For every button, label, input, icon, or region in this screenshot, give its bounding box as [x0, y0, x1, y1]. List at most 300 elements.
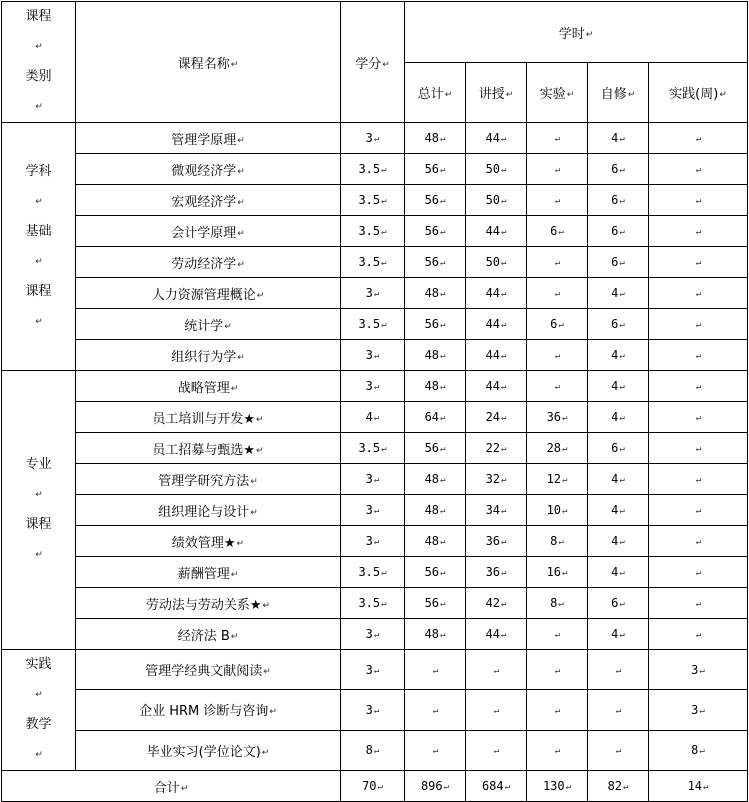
practice-weeks-cell — [649, 433, 748, 464]
paragraph-mark: ↵ — [440, 537, 446, 547]
course-name-cell — [76, 588, 341, 619]
course-name-cell — [76, 371, 341, 402]
paragraph-mark: ↵ — [237, 135, 245, 146]
lecture-hours-cell — [466, 690, 527, 730]
practice-weeks-cell — [649, 402, 748, 433]
lecture-hours-value: 24 — [485, 410, 501, 424]
total-hours-value: 48 — [424, 534, 440, 548]
paragraph-mark: ↵ — [558, 227, 564, 237]
lab-hours-value: 16 — [546, 565, 562, 579]
lab-hours-cell — [527, 730, 588, 770]
lecture-hours-cell — [466, 340, 527, 371]
lab-hours-cell — [527, 402, 588, 433]
paragraph-mark: ↵ — [566, 90, 575, 101]
practice-weeks-cell — [649, 154, 748, 185]
paragraph-mark: ↵ — [558, 537, 564, 547]
paragraph-mark: ↵ — [554, 351, 561, 361]
totals-label: 合计 — [153, 780, 180, 796]
credit-value: 3 — [365, 131, 373, 145]
lecture-hours-value: 50 — [485, 162, 501, 176]
paragraph-mark: ↵ — [269, 707, 277, 718]
course-name: 经济法 B — [177, 628, 230, 644]
credit-value: 8 — [365, 743, 373, 758]
lab-hours-cell — [527, 650, 588, 690]
paragraph-mark: ↵ — [695, 382, 702, 392]
total-hours-cell — [405, 123, 466, 154]
paragraph-mark: ↵ — [440, 196, 446, 206]
paragraph-mark: ↵ — [493, 705, 500, 716]
course-name: 管理学研究方法 — [158, 473, 250, 489]
paragraph-mark: ↵ — [373, 537, 380, 547]
credit-value: 3 — [365, 662, 373, 677]
lab-hours-cell — [527, 619, 588, 650]
self-study-value: 6 — [611, 193, 619, 207]
total-hours-cell — [405, 464, 466, 495]
header-practice — [649, 63, 748, 123]
total-hours-value: 48 — [424, 627, 440, 641]
course-name-cell — [76, 123, 341, 154]
total-hours-cell — [405, 278, 466, 309]
lecture-hours-cell — [466, 619, 527, 650]
total-hours-value: 56 — [424, 193, 440, 207]
total-hours-value: 56 — [424, 255, 440, 269]
lecture-hours-cell — [466, 247, 527, 278]
paragraph-mark: ↵ — [554, 382, 561, 392]
self-study-value: 4 — [611, 472, 619, 486]
course-name-cell — [76, 216, 341, 247]
category-label: 专业 — [25, 457, 52, 472]
paragraph-mark: ↵ — [35, 256, 43, 267]
paragraph-mark: ↵ — [230, 631, 239, 642]
practice-weeks-cell — [649, 495, 748, 526]
paragraph-mark: ↵ — [501, 134, 507, 144]
lecture-hours-cell — [466, 495, 527, 526]
self-study-cell — [588, 433, 649, 464]
header-lab-text: 实验 — [539, 87, 566, 103]
paragraph-mark: ↵ — [35, 316, 43, 327]
paragraph-mark: ↵ — [703, 782, 709, 792]
lecture-hours-value: 44 — [485, 131, 501, 145]
self-study-value: 4 — [611, 627, 619, 641]
self-study-cell — [588, 402, 649, 433]
lecture-hours-value: 44 — [485, 348, 501, 362]
header-category-line2: 类别 — [25, 69, 52, 84]
table-row — [2, 730, 748, 770]
self-study-cell — [588, 495, 649, 526]
paragraph-mark: ↵ — [695, 568, 702, 578]
category-cell — [2, 123, 76, 371]
self-study-value: 4 — [611, 131, 619, 145]
totals-practice-weeks-value: 14 — [687, 779, 703, 793]
practice-weeks-cell — [649, 730, 748, 770]
credit-value: 3.5 — [358, 255, 381, 269]
paragraph-mark: ↵ — [695, 258, 702, 268]
totals-credit-cell — [341, 771, 405, 802]
header-lecture — [466, 63, 527, 123]
paragraph-mark: ↵ — [35, 550, 43, 560]
self-study-cell — [588, 123, 649, 154]
category-label: 基础 — [25, 223, 52, 239]
lecture-hours-value: 50 — [485, 193, 501, 207]
paragraph-mark: ↵ — [440, 413, 446, 423]
paragraph-mark: ↵ — [562, 506, 568, 516]
credit-cell — [341, 340, 405, 371]
paragraph-mark: ↵ — [558, 320, 564, 330]
paragraph-mark: ↵ — [237, 166, 245, 177]
paragraph-mark: ↵ — [501, 413, 507, 423]
total-hours-cell — [405, 154, 466, 185]
course-name: 管理学经典文献阅读 — [145, 664, 263, 680]
course-table — [1, 1, 748, 802]
paragraph-mark: ↵ — [554, 630, 561, 640]
lecture-hours-value: 44 — [485, 317, 501, 331]
header-category-line1: 课程 — [25, 9, 52, 24]
total-hours-cell — [405, 588, 466, 619]
total-hours-value: 48 — [424, 131, 440, 145]
lab-hours-cell — [527, 123, 588, 154]
practice-weeks-cell — [649, 123, 748, 154]
paragraph-mark: ↵ — [237, 228, 245, 239]
paragraph-mark: ↵ — [619, 382, 625, 392]
paragraph-mark: ↵ — [619, 196, 625, 206]
paragraph-mark: ↵ — [440, 289, 446, 299]
self-study-cell — [588, 730, 649, 770]
paragraph-mark: ↵ — [619, 351, 625, 361]
paragraph-mark: ↵ — [440, 351, 446, 361]
paragraph-mark: ↵ — [501, 568, 507, 578]
course-name: 组织行为学 — [171, 349, 237, 365]
lab-hours-cell — [527, 216, 588, 247]
header-total-text: 总计 — [417, 87, 444, 103]
total-hours-value: 56 — [424, 224, 440, 238]
total-hours-value: 56 — [424, 162, 440, 176]
paragraph-mark: ↵ — [562, 444, 568, 454]
paragraph-mark: ↵ — [373, 475, 380, 485]
paragraph-mark: ↵ — [562, 413, 568, 423]
practice-weeks-cell — [649, 371, 748, 402]
lecture-hours-cell — [466, 588, 527, 619]
paragraph-mark: ↵ — [619, 599, 625, 609]
course-name: 毕业实习(学位论文) — [146, 744, 261, 760]
self-study-cell — [588, 557, 649, 588]
self-study-value: 6 — [611, 317, 619, 331]
category-cell — [2, 650, 76, 771]
self-study-value: 4 — [611, 286, 619, 300]
paragraph-mark: ↵ — [373, 351, 380, 361]
course-name: 绩效管理★ — [171, 535, 236, 551]
total-hours-cell — [405, 185, 466, 216]
paragraph-mark: ↵ — [619, 630, 625, 640]
total-hours-value: 56 — [424, 317, 440, 331]
total-hours-cell — [405, 730, 466, 770]
category-cell — [2, 371, 76, 650]
paragraph-mark: ↵ — [619, 568, 625, 578]
credit-cell — [341, 247, 405, 278]
self-study-value: 4 — [611, 565, 619, 579]
paragraph-mark: ↵ — [263, 667, 271, 678]
lecture-hours-cell — [466, 650, 527, 690]
credit-cell — [341, 123, 405, 154]
lab-hours-value: 12 — [546, 472, 562, 486]
credit-value: 3.5 — [358, 317, 381, 331]
self-study-value: 4 — [611, 410, 619, 424]
paragraph-mark: ↵ — [699, 665, 705, 676]
total-hours-cell — [405, 526, 466, 557]
lecture-hours-cell — [466, 433, 527, 464]
table-row — [2, 495, 748, 526]
total-hours-value: 48 — [424, 503, 440, 517]
paragraph-mark: ↵ — [440, 475, 446, 485]
self-study-cell — [588, 185, 649, 216]
total-hours-cell — [405, 557, 466, 588]
paragraph-mark: ↵ — [619, 289, 625, 299]
credit-value: 3 — [365, 534, 373, 548]
paragraph-mark: ↵ — [695, 630, 702, 640]
paragraph-mark: ↵ — [554, 134, 561, 144]
total-hours-value: 56 — [424, 441, 440, 455]
lecture-hours-cell — [466, 123, 527, 154]
paragraph-mark: ↵ — [501, 630, 507, 640]
lab-hours-cell — [527, 278, 588, 309]
self-study-cell — [588, 619, 649, 650]
lab-hours-cell — [527, 185, 588, 216]
lecture-hours-cell — [466, 464, 527, 495]
paragraph-mark: ↵ — [236, 538, 245, 549]
paragraph-mark: ↵ — [554, 665, 561, 676]
paragraph-mark: ↵ — [719, 90, 727, 101]
header-self-study — [588, 63, 649, 123]
paragraph-mark: ↵ — [261, 747, 270, 758]
paragraph-mark: ↵ — [695, 227, 702, 237]
self-study-value: 6 — [611, 441, 619, 455]
course-name: 人力资源管理概论 — [151, 287, 256, 303]
practice-weeks-cell — [649, 185, 748, 216]
practice-weeks-cell — [649, 309, 748, 340]
table-row — [2, 216, 748, 247]
table-row — [2, 154, 748, 185]
practice-weeks-cell — [649, 690, 748, 730]
category-label: 实践 — [25, 657, 52, 672]
course-name-cell — [76, 526, 341, 557]
lecture-hours-cell — [466, 557, 527, 588]
table-row — [2, 278, 748, 309]
course-name-cell — [76, 340, 341, 371]
paragraph-mark: ↵ — [493, 665, 500, 676]
lab-hours-value: 36 — [546, 410, 562, 424]
table-header — [2, 2, 748, 123]
practice-weeks-cell — [649, 278, 748, 309]
paragraph-mark: ↵ — [627, 90, 636, 101]
paragraph-mark: ↵ — [373, 665, 380, 676]
paragraph-mark: ↵ — [373, 705, 380, 716]
paragraph-mark: ↵ — [373, 134, 380, 144]
total-hours-cell — [405, 402, 466, 433]
header-hours — [405, 2, 748, 63]
credit-value: 3.5 — [358, 162, 381, 176]
paragraph-mark: ↵ — [615, 746, 622, 757]
practice-weeks-cell — [649, 526, 748, 557]
practice-weeks-value: 3 — [691, 662, 699, 677]
paragraph-mark: ↵ — [619, 134, 625, 144]
course-name: 员工招募与甄选★ — [152, 442, 256, 458]
header-lab — [527, 63, 588, 123]
credit-value: 3.5 — [358, 596, 381, 610]
course-name-cell — [76, 154, 341, 185]
lecture-hours-value: 44 — [485, 224, 501, 238]
self-study-value: 4 — [611, 379, 619, 393]
table-row — [2, 340, 748, 371]
lab-hours-value: 8 — [550, 534, 558, 548]
paragraph-mark: ↵ — [554, 705, 561, 716]
paragraph-mark: ↵ — [440, 630, 446, 640]
category-label: 教学 — [25, 717, 52, 732]
paragraph-mark: ↵ — [373, 506, 380, 516]
header-lecture-text: 讲授 — [478, 87, 505, 103]
paragraph-mark: ↵ — [373, 382, 380, 392]
paragraph-mark: ↵ — [440, 134, 446, 144]
paragraph-mark: ↵ — [230, 569, 239, 580]
total-hours-cell — [405, 495, 466, 526]
credit-cell — [341, 690, 405, 730]
header-category — [2, 2, 76, 123]
paragraph-mark: ↵ — [432, 705, 439, 716]
self-study-cell — [588, 278, 649, 309]
paragraph-mark: ↵ — [615, 705, 622, 716]
lab-hours-cell — [527, 464, 588, 495]
paragraph-mark: ↵ — [501, 444, 507, 454]
total-hours-value: 48 — [424, 379, 440, 393]
lab-hours-value: 6 — [550, 317, 558, 331]
paragraph-mark: ↵ — [237, 352, 245, 363]
header-hours-text: 学时 — [558, 26, 585, 42]
self-study-value: 6 — [611, 255, 619, 269]
lab-hours-value: 6 — [550, 224, 558, 238]
totals-total-hours-cell — [405, 771, 466, 802]
course-name-cell — [76, 278, 341, 309]
paragraph-mark: ↵ — [501, 351, 507, 361]
paragraph-mark: ↵ — [440, 382, 446, 392]
course-name-cell — [76, 557, 341, 588]
course-name: 劳动经济学 — [171, 256, 237, 272]
paragraph-mark: ↵ — [493, 746, 500, 757]
paragraph-mark: ↵ — [695, 134, 702, 144]
practice-weeks-cell — [649, 216, 748, 247]
paragraph-mark: ↵ — [381, 568, 387, 578]
paragraph-mark: ↵ — [695, 289, 702, 299]
paragraph-mark: ↵ — [501, 289, 507, 299]
header-course-name-text: 课程名称 — [177, 56, 230, 72]
paragraph-mark: ↵ — [501, 506, 507, 516]
totals-self-study-value: 82 — [607, 779, 623, 793]
credit-value: 3 — [365, 503, 373, 517]
header-total — [405, 63, 466, 123]
total-hours-cell — [405, 690, 466, 730]
course-name-cell — [76, 730, 341, 770]
paragraph-mark: ↵ — [695, 506, 702, 516]
paragraph-mark: ↵ — [381, 444, 387, 454]
paragraph-mark: ↵ — [554, 165, 561, 175]
paragraph-mark: ↵ — [35, 690, 43, 700]
paragraph-mark: ↵ — [440, 506, 446, 516]
table-row — [2, 247, 748, 278]
course-name: 组织理论与设计 — [158, 504, 250, 520]
lecture-hours-value: 50 — [485, 255, 501, 269]
paragraph-mark: ↵ — [695, 165, 702, 175]
self-study-cell — [588, 340, 649, 371]
total-hours-cell — [405, 371, 466, 402]
paragraph-mark: ↵ — [256, 290, 265, 301]
total-hours-value: 56 — [424, 565, 440, 579]
paragraph-mark: ↵ — [440, 444, 446, 454]
lab-hours-cell — [527, 690, 588, 730]
credit-cell — [341, 278, 405, 309]
paragraph-mark: ↵ — [695, 413, 702, 423]
paragraph-mark: ↵ — [695, 320, 702, 330]
credit-cell — [341, 185, 405, 216]
paragraph-mark: ↵ — [230, 383, 239, 394]
paragraph-mark: ↵ — [35, 750, 43, 760]
paragraph-mark: ↵ — [501, 537, 507, 547]
lecture-hours-value: 36 — [485, 565, 501, 579]
paragraph-mark: ↵ — [381, 196, 387, 206]
total-hours-value: 56 — [424, 596, 440, 610]
lecture-hours-value: 36 — [485, 534, 501, 548]
paragraph-mark: ↵ — [373, 746, 380, 757]
paragraph-mark: ↵ — [444, 90, 453, 101]
credit-value: 3 — [365, 348, 373, 362]
table-row — [2, 557, 748, 588]
lecture-hours-cell — [466, 309, 527, 340]
paragraph-mark: ↵ — [695, 537, 702, 547]
credit-cell — [341, 402, 405, 433]
paragraph-mark: ↵ — [381, 227, 387, 237]
lab-hours-cell — [527, 154, 588, 185]
paragraph-mark: ↵ — [619, 413, 625, 423]
paragraph-mark: ↵ — [381, 320, 387, 330]
paragraph-mark: ↵ — [381, 165, 387, 175]
lecture-hours-cell — [466, 216, 527, 247]
practice-weeks-cell — [649, 464, 748, 495]
paragraph-mark: ↵ — [440, 165, 446, 175]
course-name: 员工培训与开发★ — [152, 411, 256, 427]
lab-hours-cell — [527, 433, 588, 464]
paragraph-mark: ↵ — [381, 258, 387, 268]
totals-lab-hours-cell — [527, 771, 588, 802]
paragraph-mark: ↵ — [35, 42, 43, 52]
paragraph-mark: ↵ — [504, 782, 511, 792]
paragraph-mark: ↵ — [224, 321, 232, 332]
paragraph-mark: ↵ — [373, 413, 380, 423]
credit-cell — [341, 588, 405, 619]
paragraph-mark: ↵ — [501, 227, 507, 237]
course-name: 会计学原理 — [171, 225, 237, 241]
course-name-cell — [76, 433, 341, 464]
paragraph-mark: ↵ — [695, 475, 702, 485]
totals-lecture-hours-value: 684 — [481, 779, 504, 793]
paragraph-mark: ↵ — [432, 665, 439, 676]
course-name: 薪酬管理 — [177, 566, 230, 582]
header-course-name — [76, 2, 341, 123]
paragraph-mark: ↵ — [585, 29, 594, 40]
paragraph-mark: ↵ — [440, 320, 446, 330]
credit-cell — [341, 154, 405, 185]
category-label: 课程 — [25, 283, 52, 299]
table-body — [2, 123, 748, 802]
table-row — [2, 309, 748, 340]
course-name-cell — [76, 185, 341, 216]
paragraph-mark: ↵ — [382, 59, 390, 70]
lab-hours-cell — [527, 588, 588, 619]
